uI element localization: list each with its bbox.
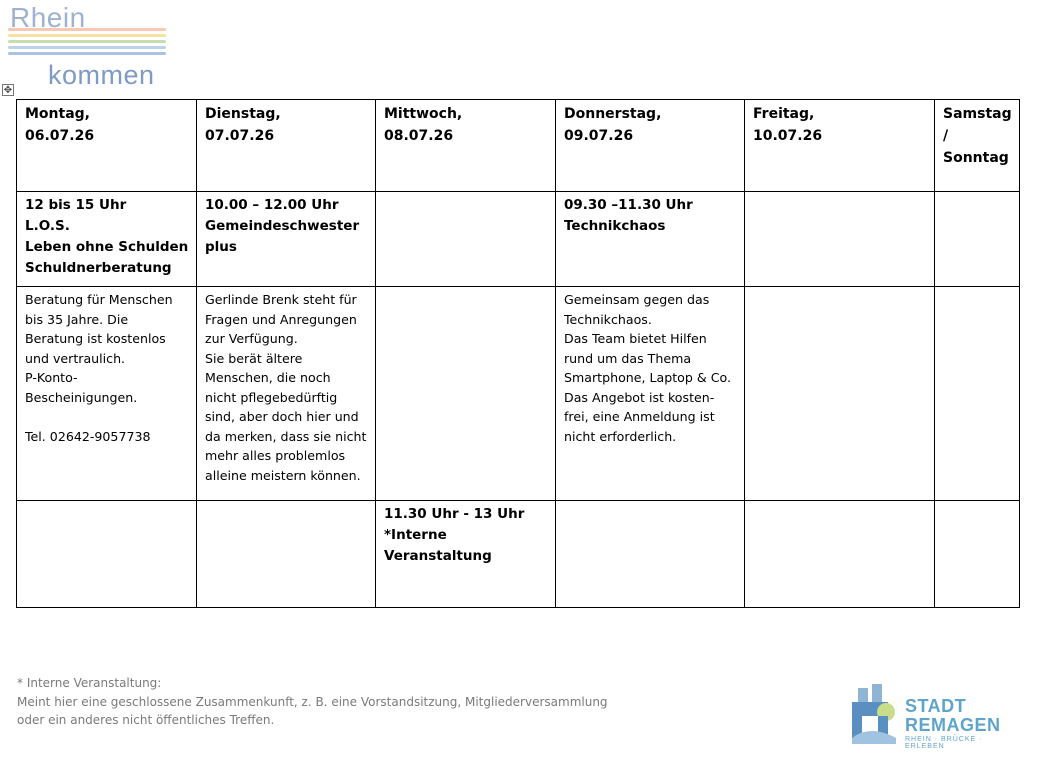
logo-stripe — [8, 40, 166, 43]
day-header-tuesday: Dienstag, 07.07.26 — [197, 100, 376, 192]
table-move-icon[interactable]: ✥ — [3, 85, 13, 96]
logo-stripe — [8, 52, 166, 55]
stadt-remagen-logo — [848, 680, 1013, 750]
event-description-tuesday: Gerlinde Brenk steht für Fragen und Anregungen zur Verfügung. Sie berät ältere Menschen, die noch nicht pflegebedürftig sind, aber doch hier und da merken, dass sie nicht mehr alles problemlos alleine meistern können. — [197, 287, 376, 501]
empty-cell — [745, 287, 935, 501]
footnote-line: oder ein anderes nicht öffentliches Treffen. — [17, 713, 275, 727]
logo-tagline: RHEIN · BRÜCKE · ERLEBEN — [905, 736, 983, 750]
logo-text-stadt: STADT — [905, 696, 967, 716]
empty-cell — [745, 501, 935, 608]
day-header-thursday: Donnerstag, 09.07.26 — [556, 100, 745, 192]
day-header-wednesday: Mittwoch, 08.07.26 — [376, 100, 556, 192]
footnote — [17, 674, 608, 730]
empty-cell — [935, 192, 1020, 287]
footnote-line: Meint hier eine geschlossene Zusammenkunft, z. B. eine Vorstandsitzung, Mitgliederversammlung — [17, 694, 608, 709]
remagen-bridge-icon — [848, 680, 904, 748]
day-header-friday: Freitag, 10.07.26 — [745, 100, 935, 192]
day-header-monday: Montag, 06.07.26 — [17, 100, 197, 192]
event-description-thursday: Gemeinsam gegen das Technikchaos. Das Team bietet Hilfen rund um das Thema Smartphone, Laptop & Co. Das Angebot ist kosten- frei, eine Anmeldung ist nicht erforderlich. — [556, 287, 745, 501]
event-title-thursday: 09.30 –11.30 Uhr Technikchaos — [556, 192, 745, 287]
logo-text-remagen: REMAGEN — [905, 715, 1001, 735]
empty-cell — [376, 287, 556, 501]
table-row-additional — [17, 501, 1020, 608]
empty-cell — [935, 501, 1020, 608]
empty-cell — [376, 192, 556, 287]
table-row-days — [17, 100, 1020, 192]
table-row-event-titles — [17, 192, 1020, 287]
event-title-tuesday: 10.00 – 12.00 Uhr Gemeindeschwester plus — [197, 192, 376, 287]
event-title-wednesday: 11.30 Uhr - 13 Uhr *Interne Veranstaltung — [376, 501, 556, 608]
empty-cell — [556, 501, 745, 608]
table-row-descriptions — [17, 287, 1020, 501]
logo-word-kommen: kommen — [48, 60, 155, 90]
empty-cell — [935, 287, 1020, 501]
rhein-kommen-logo — [8, 4, 168, 92]
footnote-title: * Interne Veranstaltung: — [17, 676, 162, 690]
logo-stripe — [8, 34, 166, 37]
logo-stripe — [8, 46, 166, 49]
event-description-monday: Beratung für Menschen bis 35 Jahre. Die Beratung ist kostenlos und vertraulich. P-Konto- Bescheinigungen. Tel. 02642-9057738 — [17, 287, 197, 501]
empty-cell — [17, 501, 197, 608]
empty-cell — [745, 192, 935, 287]
empty-cell — [197, 501, 376, 608]
day-header-weekend: Samstag / Sonntag — [935, 100, 1020, 192]
logo-word-rhein: Rhein — [10, 2, 86, 33]
event-title-monday: 12 bis 15 Uhr L.O.S. Leben ohne Schulden Schuldnerberatung — [17, 192, 197, 287]
weekly-schedule-table — [16, 99, 1020, 608]
